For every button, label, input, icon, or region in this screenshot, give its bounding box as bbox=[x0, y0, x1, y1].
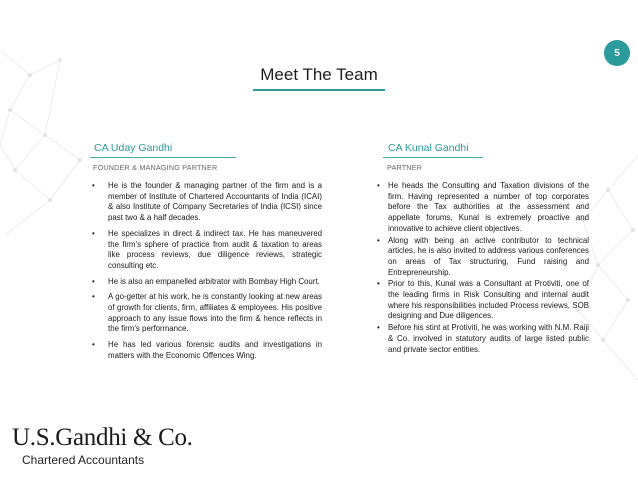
list-item: • Along with being an active contributor to technical articles, he is also invited to address various conferences on areas of Tax structuring, Fund raising and Entrepreneurship. bbox=[377, 235, 589, 277]
company-logo: U.S.Gandhi & Co. bbox=[12, 424, 193, 451]
bullet-icon: • bbox=[92, 181, 95, 190]
list-item: • He is also an empanelled arbitrator with Bombay High Court. bbox=[92, 276, 320, 286]
member-role-uday: FOUNDER & MANAGING PARTNER bbox=[93, 163, 218, 172]
bullet-icon: • bbox=[377, 181, 380, 190]
member-name-uday: CA Uday Gandhi bbox=[94, 142, 173, 154]
bullet-icon: • bbox=[377, 279, 380, 289]
member-name-kunal: CA Kunal Gandhi bbox=[388, 142, 469, 154]
member-name-underline bbox=[383, 157, 483, 158]
list-item: • He specializes in direct & indirect tax. He has maneuvered the firm’s sphere of practice from audit & taxation to areas like process reviews, due diligence reviews, strategic consulting etc. bbox=[92, 228, 322, 270]
list-item: • A go-getter at his work, he is constantly looking at new areas of growth for clients, firm, affiliates & employees. His positive approach to any issue flows into the firm & hence reflects in the firm’s performance. bbox=[92, 292, 322, 334]
bullet-icon: • bbox=[377, 323, 380, 333]
list-item: • He is the founder & managing partner of the firm and is a member of Institute of Chartered Accountants of India (ICAI) & also Institute of Company Secretaries of India (ICSI) since past two & a half decades. bbox=[92, 181, 322, 223]
bullet-icon: • bbox=[92, 340, 95, 350]
list-item: • He heads the Consulting and Taxation divisions of the firm. Having represented a number of top corporates before the Tax authorities at the assessment and appellate forums, Kunal is extremely proactive and innovative to achieve client objectives. bbox=[377, 181, 589, 233]
bullet-icon: • bbox=[92, 276, 95, 286]
page-title: Meet The Team bbox=[260, 65, 378, 84]
bullet-icon: • bbox=[92, 292, 95, 302]
list-item: • He has led various forensic audits and investigations in matters with the Economic Offences Wing. bbox=[92, 340, 322, 360]
title-underline bbox=[253, 89, 385, 91]
bullet-icon: • bbox=[92, 228, 95, 238]
list-item: • Before his stint at Protiviti, he was working with N.M. Raiji & Co. involved in statutory audits of large listed public and private sector entities. bbox=[377, 323, 589, 354]
list-item: • Prior to this, Kunal was a Consultant at Protiviti, one of the leading firms in Risk Consulting and internal audit where his responsibilities included Process reviews, SOB designing and Due diligences. bbox=[377, 279, 589, 321]
company-tagline: Chartered Accountants bbox=[22, 453, 145, 467]
member-bio-uday bbox=[90, 181, 322, 367]
page-number-badge: 5 bbox=[604, 40, 630, 66]
member-name-underline bbox=[90, 157, 236, 158]
member-bio-kunal bbox=[377, 181, 589, 356]
member-role-kunal: PARTNER bbox=[387, 163, 423, 172]
bullet-icon: • bbox=[377, 235, 380, 245]
